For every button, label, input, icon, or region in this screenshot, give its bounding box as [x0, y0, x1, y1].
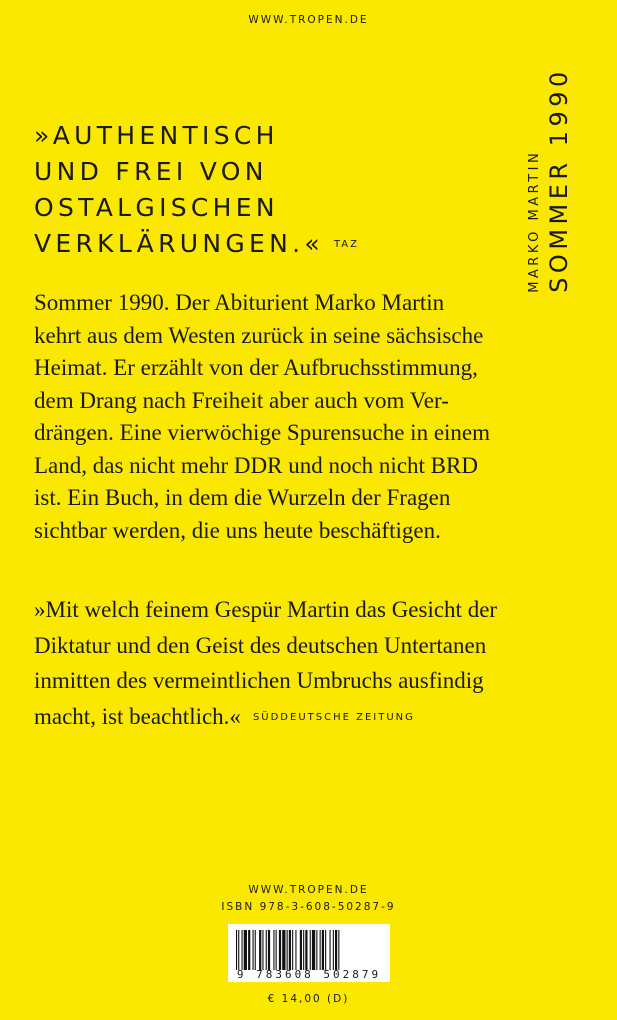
blurb-line: Sommer 1990. Der Abiturient Marko Martin [34, 290, 445, 315]
barcode-bar [248, 930, 250, 970]
barcode-bar [262, 930, 263, 970]
barcode-bar [335, 930, 337, 970]
headline-quote-line: »AUTHENTISCH [34, 121, 279, 150]
barcode-bars [236, 930, 382, 970]
barcode-number: 9 783608 502879 [236, 968, 382, 981]
spine-title: SOMMER 1990 [545, 67, 573, 293]
barcode-bar [287, 930, 288, 970]
barcode-bar [330, 930, 331, 970]
barcode-bar [303, 930, 304, 970]
review-line: inmitten des vermeintlichen Umbruchs ausfindig [34, 668, 484, 693]
barcode-bar [316, 930, 317, 970]
blurb-line: Heimat. Er erzählt von der Aufbruchsstimmung, [34, 355, 478, 380]
book-blurb [34, 287, 504, 547]
isbn-text: ISBN 978-3-608-50287-9 [221, 901, 396, 913]
headline-quote-line: UND FREI VON [34, 157, 268, 186]
barcode-bar [242, 930, 243, 970]
blurb-line: Land, das nicht mehr DDR und noch nicht BRD [34, 452, 478, 478]
barcode-bar [268, 930, 270, 970]
blurb-line: ist. Ein Buch, in dem die Wurzeln der Fragen [34, 485, 451, 510]
headline-quote [34, 118, 504, 263]
publisher-website-top[interactable]: WWW.TROPEN.DE [248, 14, 369, 26]
barcode-bar [253, 930, 254, 970]
barcode-bar [289, 930, 291, 970]
review-line: macht, ist beachtlich.« [34, 703, 241, 729]
barcode-bar [259, 930, 261, 970]
barcode-bar [255, 930, 256, 970]
barcode-bar [338, 930, 339, 970]
review-line: »Mit welch feinem Gespür Martin das Gesicht der [34, 597, 498, 622]
barcode-bar [320, 930, 321, 970]
barcode-bar [322, 930, 324, 970]
review-source: SÜDDEUTSCHE ZEITUNG [252, 712, 415, 724]
blurb-line: kehrt aus dem Westen zurück in seine sächsische [34, 322, 484, 348]
spine-text-container [520, 40, 580, 320]
review-last-line [34, 699, 504, 736]
barcode-bar [279, 930, 281, 970]
headline-quote-line: VERKLÄRUNGEN.« [34, 229, 324, 258]
price-text: € 14,00 (D) [267, 993, 350, 1005]
barcode-bar [300, 930, 302, 970]
headline-quote-last-line [34, 226, 504, 263]
barcode [228, 924, 390, 982]
headline-quote-line: OSTALGISCHEN [34, 193, 279, 222]
barcode-bar [238, 930, 239, 970]
barcode-bar [266, 930, 267, 970]
barcode-bar [244, 930, 247, 970]
barcode-bar [333, 930, 334, 970]
barcode-bar [325, 930, 326, 970]
review-line: Diktatur und den Geist des deutschen Untertanen [34, 632, 487, 658]
barcode-bar [236, 930, 237, 970]
blurb-line: drängen. Eine vierwöchige Spurensuche in einem [34, 420, 491, 445]
barcode-bar [305, 930, 307, 970]
headline-quote-source: TAZ [333, 239, 359, 250]
barcode-bar [273, 930, 274, 970]
blurb-line: sichtbar werden, die uns heute beschäftigen. [34, 517, 441, 543]
publisher-website-bottom[interactable]: WWW.TROPEN.DE [248, 884, 369, 896]
barcode-bar [312, 930, 315, 970]
barcode-bar [310, 930, 311, 970]
spine-author: MARKO MARTIN [527, 149, 542, 293]
review-quote [34, 592, 504, 736]
spine-text [526, 67, 574, 293]
barcode-bar [295, 930, 296, 970]
barcode-bar [292, 930, 293, 970]
barcode-bar [276, 930, 277, 970]
blurb-line: dem Drang nach Freiheit aber auch vom Ver- [34, 387, 449, 413]
barcode-bar [282, 930, 285, 970]
